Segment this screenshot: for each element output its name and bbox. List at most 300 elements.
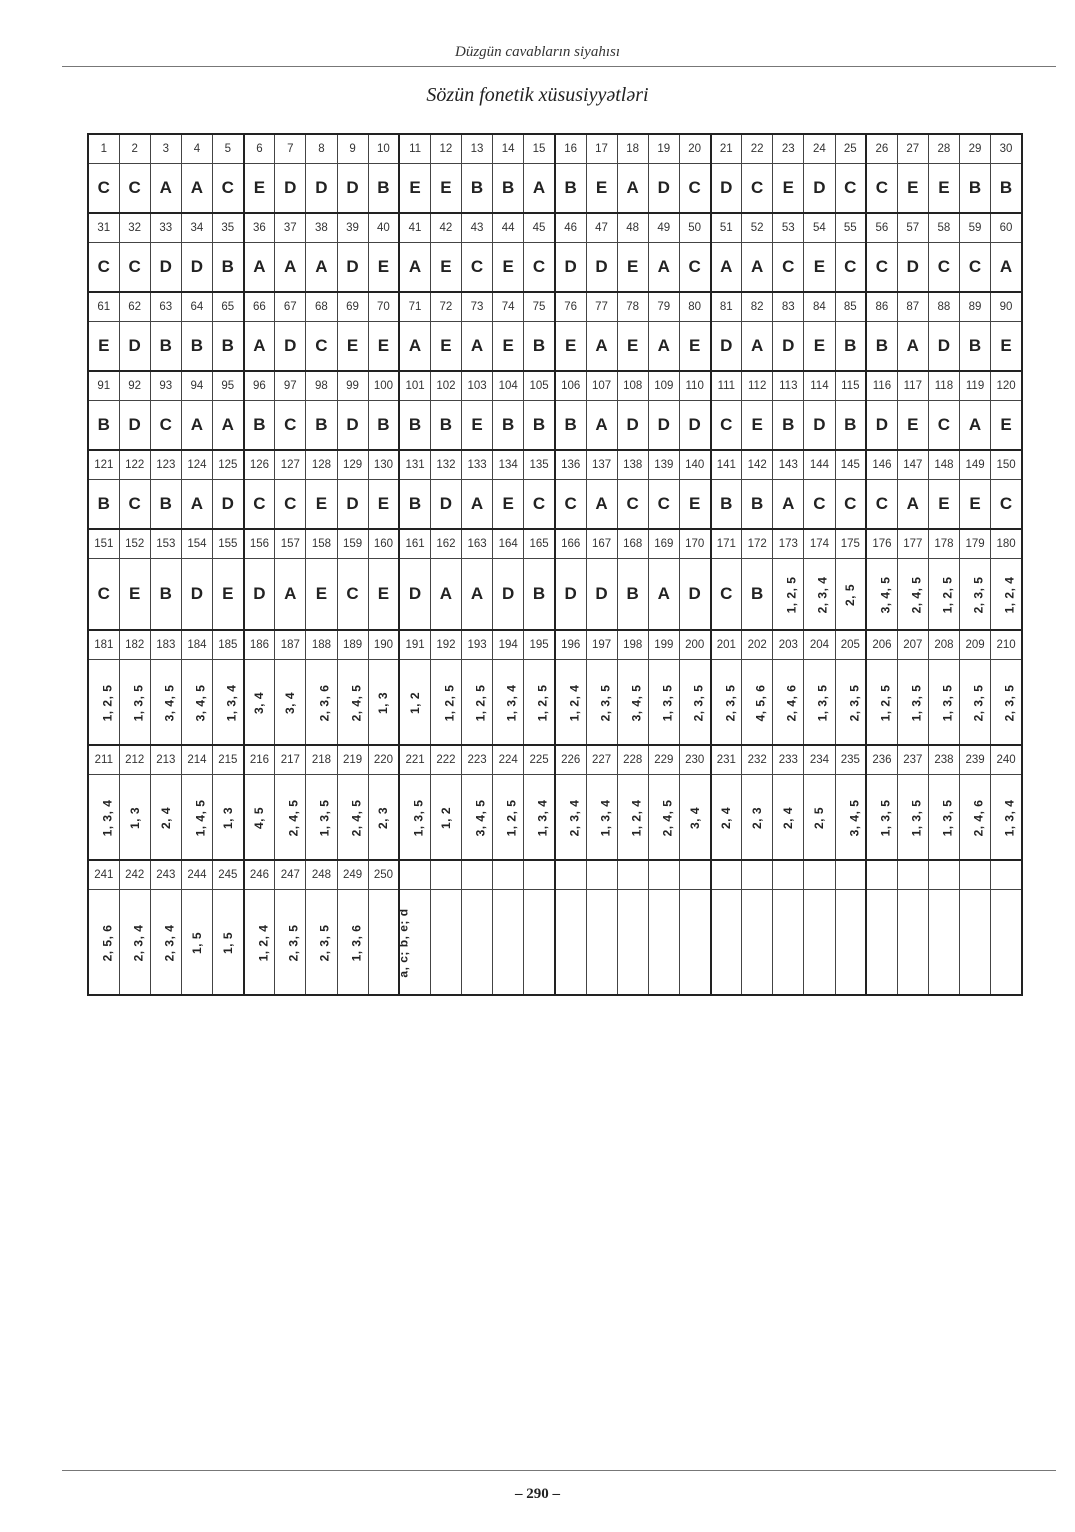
- question-number-cell: 156: [244, 529, 275, 559]
- question-number-cell: 190: [368, 630, 399, 660]
- answer-cell: [897, 559, 928, 631]
- answer-cell: [742, 775, 773, 861]
- question-number-cell: 179: [960, 529, 991, 559]
- answer-cell: B: [617, 559, 648, 631]
- question-number-cell: 226: [555, 745, 586, 775]
- answer-cell: [991, 559, 1022, 631]
- question-number-cell: 164: [493, 529, 524, 559]
- question-number-cell: 147: [897, 450, 928, 480]
- answer-cell: [773, 559, 804, 631]
- answer-cell: B: [150, 322, 181, 372]
- question-number-cell: 187: [275, 630, 306, 660]
- question-number-cell: 149: [960, 450, 991, 480]
- answer-cell: D: [275, 164, 306, 214]
- question-number-cell: 233: [773, 745, 804, 775]
- answer-cell: B: [493, 401, 524, 451]
- question-number-cell: 235: [835, 745, 866, 775]
- answer-value: 3, 4, 5: [846, 799, 861, 837]
- question-number-cell: 218: [306, 745, 337, 775]
- answer-cell: C: [648, 480, 679, 530]
- answer-cell: A: [648, 322, 679, 372]
- answer-value: 3, 4: [687, 806, 702, 830]
- answer-value: 1, 2, 5: [442, 684, 457, 722]
- question-number-cell: 23: [773, 134, 804, 164]
- question-number-cell: 135: [524, 450, 555, 480]
- answer-cell: D: [337, 401, 368, 451]
- answer-cell: [742, 890, 773, 996]
- answer-cell: D: [493, 559, 524, 631]
- answer-cell: [617, 890, 648, 996]
- answer-cell: B: [181, 322, 212, 372]
- answer-value: 2, 4, 6: [971, 799, 986, 837]
- answer-cell: A: [181, 401, 212, 451]
- answer-value: 2, 3, 5: [971, 684, 986, 722]
- answer-cell: C: [866, 164, 897, 214]
- answer-cell: D: [586, 559, 617, 631]
- answer-key-table: [87, 133, 1023, 996]
- answer-cell: C: [773, 243, 804, 293]
- question-number-cell: 77: [586, 292, 617, 322]
- answer-cell: E: [897, 401, 928, 451]
- question-number-cell: 160: [368, 529, 399, 559]
- question-number-cell: 228: [617, 745, 648, 775]
- question-number-cell: 106: [555, 371, 586, 401]
- question-number-cell: 168: [617, 529, 648, 559]
- question-number-cell: 62: [119, 292, 150, 322]
- question-number-cell: 11: [399, 134, 430, 164]
- answer-cell: [960, 559, 991, 631]
- answer-value: 2, 3, 4: [815, 576, 830, 614]
- question-number-cell: 50: [679, 213, 710, 243]
- answer-cell: E: [368, 243, 399, 293]
- question-number-cell: 146: [866, 450, 897, 480]
- question-number-cell: [648, 860, 679, 890]
- question-number-cell: 204: [804, 630, 835, 660]
- question-number-cell: 117: [897, 371, 928, 401]
- answer-cell: B: [524, 322, 555, 372]
- question-number-cell: 39: [337, 213, 368, 243]
- answer-value: 1, 2, 5: [100, 684, 115, 722]
- answer-cell: D: [617, 401, 648, 451]
- answer-row: [88, 890, 1022, 996]
- answer-value: 4, 5: [252, 806, 267, 830]
- question-number-cell: 176: [866, 529, 897, 559]
- answer-cell: C: [88, 559, 119, 631]
- question-number-cell: 184: [181, 630, 212, 660]
- answer-value: 1, 3, 5: [131, 684, 146, 722]
- answer-cell: E: [399, 164, 430, 214]
- answer-value: 1, 3, 5: [940, 684, 955, 722]
- question-number-cell: [711, 860, 742, 890]
- question-number-cell: 16: [555, 134, 586, 164]
- question-number-cell: 239: [960, 745, 991, 775]
- answer-row: [88, 559, 1022, 631]
- answer-cell: [773, 660, 804, 746]
- question-number-cell: 72: [430, 292, 461, 322]
- header-rule: [62, 66, 1056, 67]
- answer-value: 1, 3, 5: [909, 684, 924, 722]
- answer-cell: E: [742, 401, 773, 451]
- question-number-cell: 54: [804, 213, 835, 243]
- question-number-cell: 144: [804, 450, 835, 480]
- answer-cell: E: [306, 480, 337, 530]
- question-number-cell: 43: [462, 213, 493, 243]
- question-number-cell: [555, 860, 586, 890]
- question-number-cell: 192: [430, 630, 461, 660]
- answer-cell: A: [244, 322, 275, 372]
- question-number-cell: 38: [306, 213, 337, 243]
- question-number-cell: 185: [213, 630, 244, 660]
- answer-cell: D: [119, 322, 150, 372]
- question-number-cell: 219: [337, 745, 368, 775]
- question-number-cell: 102: [430, 371, 461, 401]
- answer-value: 1, 3, 4: [535, 799, 550, 837]
- question-number-cell: 107: [586, 371, 617, 401]
- question-number-cell: 55: [835, 213, 866, 243]
- question-number-cell: 231: [711, 745, 742, 775]
- answer-cell: C: [119, 480, 150, 530]
- answer-cell: E: [493, 322, 524, 372]
- answer-cell: [648, 775, 679, 861]
- answer-cell: [150, 890, 181, 996]
- question-number-cell: 101: [399, 371, 430, 401]
- question-number-cell: 240: [991, 745, 1022, 775]
- answer-cell: [244, 890, 275, 996]
- answer-cell: B: [835, 322, 866, 372]
- answer-value: 1, 2, 4: [629, 799, 644, 837]
- question-number-cell: 17: [586, 134, 617, 164]
- answer-cell: [181, 775, 212, 861]
- answer-cell: A: [181, 480, 212, 530]
- question-number-cell: 58: [928, 213, 959, 243]
- answer-cell: [711, 660, 742, 746]
- answer-cell: E: [960, 480, 991, 530]
- answer-cell: [835, 775, 866, 861]
- answer-cell: A: [897, 322, 928, 372]
- answer-cell: [119, 775, 150, 861]
- answer-cell: D: [804, 164, 835, 214]
- answer-value: 2, 3, 6: [317, 684, 332, 722]
- answer-cell: [493, 775, 524, 861]
- answer-cell: E: [368, 322, 399, 372]
- question-number-cell: [928, 860, 959, 890]
- question-number-cell: 45: [524, 213, 555, 243]
- answer-cell: C: [991, 480, 1022, 530]
- question-number-cell: 112: [742, 371, 773, 401]
- answer-cell: E: [679, 480, 710, 530]
- question-number-row: [88, 292, 1022, 322]
- answer-value: 1, 2, 5: [504, 799, 519, 837]
- question-number-cell: 91: [88, 371, 119, 401]
- answer-cell: C: [835, 480, 866, 530]
- question-number-cell: 248: [306, 860, 337, 890]
- answer-value: 1, 3: [127, 806, 142, 830]
- answer-cell: B: [991, 164, 1022, 214]
- answer-value: 1, 3: [376, 691, 391, 715]
- answer-cell: C: [679, 243, 710, 293]
- question-number-cell: 126: [244, 450, 275, 480]
- answer-cell: E: [493, 243, 524, 293]
- answer-cell: C: [617, 480, 648, 530]
- answer-value: 1, 3, 4: [504, 684, 519, 722]
- answer-cell: A: [586, 322, 617, 372]
- question-number-cell: 115: [835, 371, 866, 401]
- answer-value: 1, 2, 5: [473, 684, 488, 722]
- answer-cell: B: [711, 480, 742, 530]
- answer-cell: B: [88, 401, 119, 451]
- question-number-cell: 22: [742, 134, 773, 164]
- answer-cell: [150, 775, 181, 861]
- answer-value: 1, 3, 5: [815, 684, 830, 722]
- answer-cell: [244, 775, 275, 861]
- answer-cell: E: [430, 243, 461, 293]
- answer-cell: E: [897, 164, 928, 214]
- question-number-cell: 99: [337, 371, 368, 401]
- answer-cell: E: [928, 480, 959, 530]
- answer-cell: [275, 890, 306, 996]
- answer-cell: B: [555, 401, 586, 451]
- answer-row: [88, 775, 1022, 861]
- answer-cell: B: [835, 401, 866, 451]
- answer-cell: [368, 660, 399, 746]
- question-number-cell: 182: [119, 630, 150, 660]
- question-number-cell: 18: [617, 134, 648, 164]
- answer-cell: E: [617, 243, 648, 293]
- answer-cell: [493, 660, 524, 746]
- question-number-cell: 131: [399, 450, 430, 480]
- question-number-cell: 28: [928, 134, 959, 164]
- answer-value: a, c; b, e; d: [396, 908, 411, 978]
- answer-cell: [306, 775, 337, 861]
- answer-cell: A: [773, 480, 804, 530]
- question-number-cell: [430, 860, 461, 890]
- answer-cell: [213, 890, 244, 996]
- answer-cell: C: [835, 243, 866, 293]
- answer-value: 2, 4: [719, 806, 734, 830]
- answer-cell: C: [866, 480, 897, 530]
- answer-cell: D: [337, 480, 368, 530]
- question-number-cell: 59: [960, 213, 991, 243]
- answer-cell: C: [119, 243, 150, 293]
- question-number-cell: 199: [648, 630, 679, 660]
- question-number-cell: 180: [991, 529, 1022, 559]
- answer-cell: E: [617, 322, 648, 372]
- answer-cell: [524, 890, 555, 996]
- question-number-cell: 162: [430, 529, 461, 559]
- question-number-cell: 95: [213, 371, 244, 401]
- answer-value: 2, 3, 5: [1002, 684, 1017, 722]
- answer-cell: [991, 890, 1022, 996]
- question-number-cell: 186: [244, 630, 275, 660]
- answer-cell: B: [524, 559, 555, 631]
- question-number-cell: 128: [306, 450, 337, 480]
- question-number-cell: 172: [742, 529, 773, 559]
- answer-value: 2, 4: [781, 806, 796, 830]
- question-number-cell: 159: [337, 529, 368, 559]
- answer-cell: C: [275, 401, 306, 451]
- answer-cell: C: [213, 164, 244, 214]
- question-number-cell: 241: [88, 860, 119, 890]
- question-number-cell: 195: [524, 630, 555, 660]
- question-number-cell: 32: [119, 213, 150, 243]
- question-number-cell: 19: [648, 134, 679, 164]
- answer-cell: [991, 775, 1022, 861]
- answer-cell: [679, 775, 710, 861]
- question-number-cell: 136: [555, 450, 586, 480]
- answer-cell: [866, 775, 897, 861]
- question-number-cell: 198: [617, 630, 648, 660]
- question-number-cell: 97: [275, 371, 306, 401]
- answer-cell: D: [430, 480, 461, 530]
- question-number-cell: 214: [181, 745, 212, 775]
- answer-cell: C: [866, 243, 897, 293]
- answer-cell: E: [586, 164, 617, 214]
- answer-cell: A: [524, 164, 555, 214]
- answer-cell: [555, 775, 586, 861]
- question-number-cell: 223: [462, 745, 493, 775]
- answer-value: 2, 4, 5: [286, 799, 301, 837]
- answer-cell: A: [897, 480, 928, 530]
- answer-cell: B: [524, 401, 555, 451]
- question-number-cell: 63: [150, 292, 181, 322]
- answer-cell: C: [337, 559, 368, 631]
- answer-cell: B: [555, 164, 586, 214]
- question-number-cell: 143: [773, 450, 804, 480]
- answer-cell: D: [399, 559, 430, 631]
- answer-cell: C: [88, 243, 119, 293]
- question-number-cell: 151: [88, 529, 119, 559]
- question-number-cell: 64: [181, 292, 212, 322]
- question-number-cell: 49: [648, 213, 679, 243]
- answer-cell: [742, 660, 773, 746]
- answer-cell: A: [462, 480, 493, 530]
- question-number-cell: 181: [88, 630, 119, 660]
- answer-value: 2, 3, 5: [971, 576, 986, 614]
- answer-cell: A: [586, 480, 617, 530]
- question-number-cell: 125: [213, 450, 244, 480]
- question-number-cell: [991, 860, 1022, 890]
- question-number-cell: 122: [119, 450, 150, 480]
- answer-cell: C: [804, 480, 835, 530]
- answer-cell: D: [213, 480, 244, 530]
- answer-cell: B: [742, 480, 773, 530]
- answer-cell: E: [493, 480, 524, 530]
- answer-value: 1, 3, 4: [100, 799, 115, 837]
- question-number-cell: [804, 860, 835, 890]
- question-number-cell: [399, 860, 430, 890]
- question-number-cell: 211: [88, 745, 119, 775]
- question-number-cell: 188: [306, 630, 337, 660]
- answer-cell: [773, 775, 804, 861]
- question-number-cell: 83: [773, 292, 804, 322]
- question-number-cell: 98: [306, 371, 337, 401]
- question-number-cell: 222: [430, 745, 461, 775]
- answer-value: 3, 4: [283, 691, 298, 715]
- answer-cell: D: [337, 164, 368, 214]
- answer-cell: E: [88, 322, 119, 372]
- question-number-cell: 205: [835, 630, 866, 660]
- answer-cell: [679, 890, 710, 996]
- answer-cell: A: [742, 322, 773, 372]
- question-number-cell: 145: [835, 450, 866, 480]
- question-number-cell: 2: [119, 134, 150, 164]
- page-number: – 290 –: [515, 1486, 560, 1502]
- question-number-cell: 175: [835, 529, 866, 559]
- answer-value: 1, 5: [189, 931, 204, 955]
- question-number-cell: 69: [337, 292, 368, 322]
- question-number-cell: 68: [306, 292, 337, 322]
- question-number-cell: 113: [773, 371, 804, 401]
- question-number-cell: 225: [524, 745, 555, 775]
- answer-value: 1, 2: [438, 806, 453, 830]
- question-number-cell: 85: [835, 292, 866, 322]
- question-number-cell: 163: [462, 529, 493, 559]
- answer-cell: A: [181, 164, 212, 214]
- answer-cell: A: [617, 164, 648, 214]
- answer-cell: A: [150, 164, 181, 214]
- question-number-cell: 110: [679, 371, 710, 401]
- question-number-cell: 119: [960, 371, 991, 401]
- answer-cell: [897, 660, 928, 746]
- answer-row: [88, 243, 1022, 293]
- answer-cell: [368, 775, 399, 861]
- answer-cell: C: [928, 243, 959, 293]
- question-number-row: [88, 529, 1022, 559]
- answer-cell: E: [430, 164, 461, 214]
- answer-value: 2, 5: [812, 806, 827, 830]
- question-number-cell: 171: [711, 529, 742, 559]
- answer-cell: [586, 660, 617, 746]
- question-number-cell: 66: [244, 292, 275, 322]
- answer-cell: [866, 890, 897, 996]
- question-number-cell: 61: [88, 292, 119, 322]
- answer-cell: D: [555, 559, 586, 631]
- answer-cell: B: [368, 164, 399, 214]
- answer-value: 1, 2, 4: [256, 924, 271, 962]
- question-number-cell: [960, 860, 991, 890]
- question-number-cell: 200: [679, 630, 710, 660]
- question-number-cell: 108: [617, 371, 648, 401]
- answer-cell: [648, 660, 679, 746]
- answer-cell: [462, 660, 493, 746]
- answer-cell: E: [306, 559, 337, 631]
- answer-value: 2, 3, 5: [317, 924, 332, 962]
- answer-cell: [928, 775, 959, 861]
- answer-cell: A: [711, 243, 742, 293]
- answer-cell: [493, 890, 524, 996]
- question-number-cell: 213: [150, 745, 181, 775]
- answer-value: 3, 4, 5: [629, 684, 644, 722]
- question-number-cell: 21: [711, 134, 742, 164]
- answer-cell: C: [150, 401, 181, 451]
- answer-cell: [555, 890, 586, 996]
- answer-cell: A: [648, 559, 679, 631]
- answer-cell: [866, 559, 897, 631]
- answer-cell: B: [742, 559, 773, 631]
- question-number-cell: 236: [866, 745, 897, 775]
- answer-cell: A: [399, 243, 430, 293]
- answer-cell: B: [399, 401, 430, 451]
- answer-cell: [337, 660, 368, 746]
- answer-cell: E: [368, 480, 399, 530]
- answer-value: 2, 3: [376, 806, 391, 830]
- running-title: Düzgün cavabların siyahısı: [455, 44, 620, 60]
- question-number-cell: 202: [742, 630, 773, 660]
- question-number-cell: 189: [337, 630, 368, 660]
- question-number-cell: 134: [493, 450, 524, 480]
- answer-cell: [399, 775, 430, 861]
- question-number-cell: 40: [368, 213, 399, 243]
